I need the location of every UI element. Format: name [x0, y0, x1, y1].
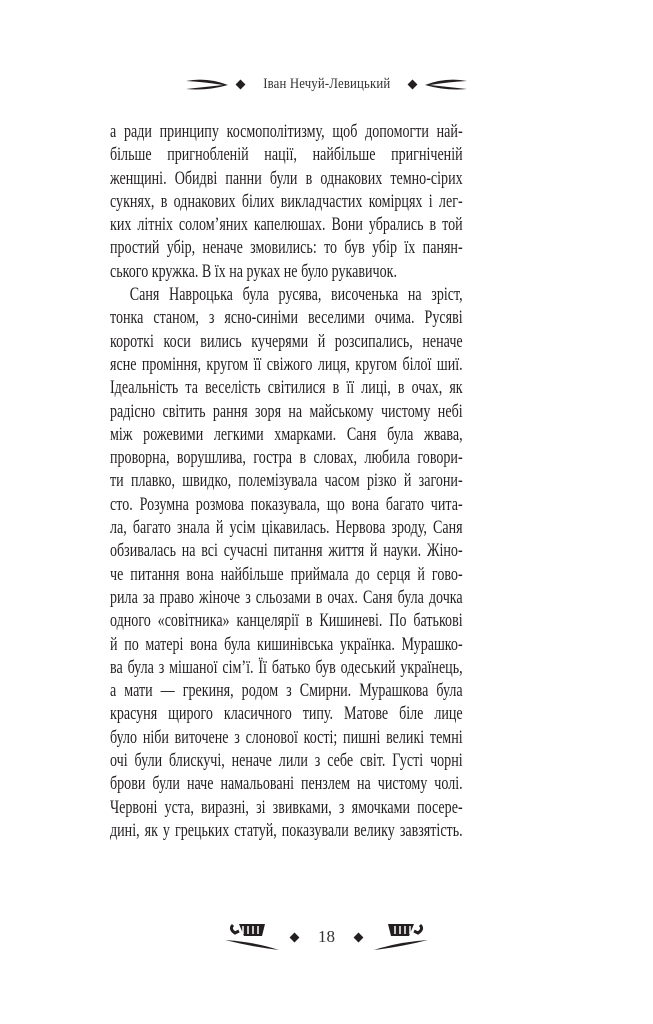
- text-line: більше пригнобленій нації, найбільше пригніченій: [110, 145, 463, 166]
- text-line: красуня щирого класичного типу. Матове біле лице: [110, 704, 463, 725]
- text-line: очі були блискучі, неначе лили з себе світ. Густі чорні: [110, 751, 463, 772]
- text-line: ких літніх солом’яних капелюшах. Вони убрались в той: [110, 215, 463, 236]
- running-header: [0, 76, 653, 93]
- diamond-icon: [354, 932, 364, 942]
- page-number: 18: [318, 927, 335, 946]
- text-line: Червоні уста, виразні, зі звивками, з ямочками посере-: [110, 797, 463, 818]
- diamond-icon: [235, 80, 245, 90]
- text-line: тонка станом, з ясно-синіми веселими очима. Русяві: [110, 308, 463, 329]
- text-line: ла, багато знала й усім цікавилась. Нервова зроду, Саня: [110, 518, 463, 539]
- leaf-ornament-icon: [185, 78, 229, 92]
- text-line: дині, як у грецьких статуй, показували велику завзятість.: [110, 820, 463, 841]
- text-line: було ніби виточене з слонової кості; пишні великі темні: [110, 727, 463, 748]
- cup-ornament-icon: [225, 922, 281, 952]
- text-line: брови були наче намальовані пензлем на чистому чолі.: [110, 774, 463, 795]
- text-line: простий убір, неначе змовились: то був убір їх панян-: [110, 238, 463, 259]
- text-line: короткі коси вились кучерями й розсипались, неначе: [110, 331, 463, 352]
- text-line: проворна, ворушлива, гостра в словах, любила говори-: [110, 448, 463, 469]
- text-line: Саня Навроцька була русява, височенька на зріст,: [129, 285, 463, 306]
- leaf-ornament-icon: [424, 78, 468, 92]
- text-line: женщині. Обидві панни були в однакових темно-сірих: [110, 168, 463, 189]
- diamond-icon: [408, 80, 418, 90]
- text-line: Ідеальність та веселість світилися в її лиці, в очах, як: [110, 378, 463, 399]
- text-line: а мати — грекиня, родом з Смирни. Мурашкова була: [110, 681, 463, 702]
- body-text: [110, 121, 463, 843]
- text-line: одного «совітника» канцелярії в Кишиневі. По батькові: [110, 611, 463, 632]
- text-line: радісно світить рання зоря на майському чистому небі: [110, 401, 463, 422]
- cup-ornament-icon: [372, 922, 428, 952]
- text-line: сто. Розумна розмова показувала, що вона багато чита-: [110, 494, 463, 515]
- text-line: а ради принципу космополітизму, щоб допомогти най-: [110, 122, 463, 142]
- running-title: Іван Нечуй-Левицький: [262, 76, 391, 92]
- diamond-icon: [290, 932, 300, 942]
- text-line: ти плавко, швидко, полемізувала часом різко й загони-: [110, 471, 463, 492]
- text-line: рила за право жіноче з сльозами в очах. Саня була дочка: [110, 587, 463, 608]
- text-line: обзивалась на всі сучасні питання життя й науки. Жіно-: [110, 541, 463, 562]
- text-line: ва була з мішаної сім’ї. Її батько був одеський українець,: [110, 657, 463, 678]
- page-footer: [0, 922, 653, 952]
- text-line: між рожевими легкими хмарками. Саня була жвава,: [110, 424, 463, 445]
- text-line: ясне проміння, кругом її свіжого лиця, кругом білої шиї.: [110, 354, 463, 375]
- text-line: сукнях, в однакових білих викладчастих комірцях і лег-: [110, 191, 463, 212]
- text-line: ського кружка. В їх на руках не було рукавичок.: [110, 261, 398, 282]
- text-line: й по матері вона була кишинівська українка. Мурашко-: [110, 634, 463, 655]
- text-line: че питання вона найбільше приймала до серця й гово-: [110, 564, 463, 585]
